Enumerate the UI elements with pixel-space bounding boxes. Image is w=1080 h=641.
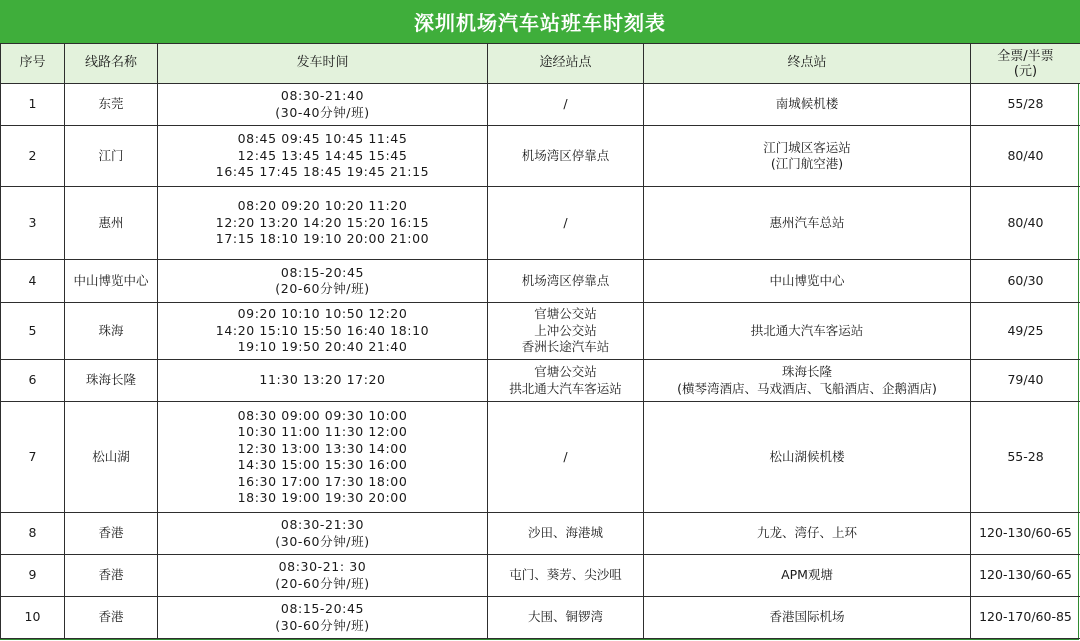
cell-index: 9 — [1, 555, 65, 597]
header-index: 序号 — [1, 44, 65, 84]
cell-destination: 松山湖候机楼 — [644, 402, 971, 513]
cell-destination: 南城候机楼 — [644, 84, 971, 126]
cell-stops: 屯门、葵芳、尖沙咀 — [488, 555, 644, 597]
cell-destination: 香港国际机场 — [644, 597, 971, 639]
table-header-row — [1, 44, 1080, 84]
cell-index: 2 — [1, 126, 65, 187]
cell-schedule: 08:30-21:30 (30-60分钟/班) — [158, 513, 488, 555]
table-row — [1, 260, 1080, 303]
cell-price: 49/25 — [971, 303, 1080, 360]
cell-stops: 官塘公交站 上冲公交站 香洲长途汽车站 — [488, 303, 644, 360]
table-row — [1, 597, 1080, 639]
header-destination: 终点站 — [644, 44, 971, 84]
cell-stops: 机场湾区停靠点 — [488, 260, 644, 303]
table-row — [1, 187, 1080, 260]
cell-schedule: 08:30-21:40 (30-40分钟/班) — [158, 84, 488, 126]
cell-route: 江门 — [65, 126, 158, 187]
table-row — [1, 360, 1080, 402]
cell-route: 惠州 — [65, 187, 158, 260]
cell-price: 79/40 — [971, 360, 1080, 402]
cell-route: 松山湖 — [65, 402, 158, 513]
header-price: 全票/半票 (元) — [971, 44, 1080, 84]
cell-route: 中山博览中心 — [65, 260, 158, 303]
cell-schedule: 11:30 13:20 17:20 — [158, 360, 488, 402]
cell-destination: 江门城区客运站 (江门航空港) — [644, 126, 971, 187]
cell-stops: 沙田、海港城 — [488, 513, 644, 555]
cell-destination: 中山博览中心 — [644, 260, 971, 303]
cell-route: 香港 — [65, 513, 158, 555]
cell-index: 7 — [1, 402, 65, 513]
cell-schedule: 09:20 10:10 10:50 12:20 14:20 15:10 15:50 16:40 18:10 19:10 19:50 20:40 21:40 — [158, 303, 488, 360]
cell-price: 80/40 — [971, 126, 1080, 187]
cell-schedule: 08:30-21: 30 (20-60分钟/班) — [158, 555, 488, 597]
cell-price: 55/28 — [971, 84, 1080, 126]
cell-destination: APM观塘 — [644, 555, 971, 597]
cell-schedule: 08:30 09:00 09:30 10:00 10:30 11:00 11:30 12:00 12:30 13:00 13:30 14:00 14:30 15:00 15:30 16:00 16:30 17:00 17:30 18:00 18:30 19:00 19:30 20:00 — [158, 402, 488, 513]
cell-price: 55-28 — [971, 402, 1080, 513]
cell-price: 120-130/60-65 — [971, 555, 1080, 597]
cell-destination: 珠海长隆 (横琴湾酒店、马戏酒店、飞船酒店、企鹅酒店) — [644, 360, 971, 402]
cell-index: 10 — [1, 597, 65, 639]
header-route: 线路名称 — [65, 44, 158, 84]
cell-stops: 大围、铜锣湾 — [488, 597, 644, 639]
header-stops: 途经站点 — [488, 44, 644, 84]
cell-destination: 拱北通大汽车客运站 — [644, 303, 971, 360]
cell-route: 珠海长隆 — [65, 360, 158, 402]
cell-price: 120-130/60-65 — [971, 513, 1080, 555]
cell-route: 东莞 — [65, 84, 158, 126]
cell-index: 3 — [1, 187, 65, 260]
table-row — [1, 84, 1080, 126]
cell-schedule: 08:15-20:45 (20-60分钟/班) — [158, 260, 488, 303]
cell-index: 5 — [1, 303, 65, 360]
cell-stops: / — [488, 84, 644, 126]
cell-index: 8 — [1, 513, 65, 555]
cell-price: 60/30 — [971, 260, 1080, 303]
cell-stops: 官塘公交站 拱北通大汽车客运站 — [488, 360, 644, 402]
cell-schedule: 08:45 09:45 10:45 11:45 12:45 13:45 14:45 15:45 16:45 17:45 18:45 19:45 21:15 — [158, 126, 488, 187]
cell-schedule: 08:20 09:20 10:20 11:20 12:20 13:20 14:20 15:20 16:15 17:15 18:10 19:10 20:00 21:00 — [158, 187, 488, 260]
cell-price: 80/40 — [971, 187, 1080, 260]
header-schedule: 发车时间 — [158, 44, 488, 84]
schedule-table — [0, 43, 1080, 639]
cell-stops: 机场湾区停靠点 — [488, 126, 644, 187]
table-row — [1, 303, 1080, 360]
cell-route: 香港 — [65, 555, 158, 597]
cell-route: 珠海 — [65, 303, 158, 360]
cell-stops: / — [488, 187, 644, 260]
cell-stops: / — [488, 402, 644, 513]
table-row — [1, 513, 1080, 555]
table-row — [1, 555, 1080, 597]
table-row — [1, 402, 1080, 513]
cell-index: 1 — [1, 84, 65, 126]
cell-schedule: 08:15-20:45 (30-60分钟/班) — [158, 597, 488, 639]
page-title: 深圳机场汽车站班车时刻表 — [0, 0, 1080, 43]
table-row — [1, 126, 1080, 187]
cell-route: 香港 — [65, 597, 158, 639]
cell-destination: 惠州汽车总站 — [644, 187, 971, 260]
cell-price: 120-170/60-85 — [971, 597, 1080, 639]
cell-index: 6 — [1, 360, 65, 402]
cell-destination: 九龙、湾仔、上环 — [644, 513, 971, 555]
cell-index: 4 — [1, 260, 65, 303]
